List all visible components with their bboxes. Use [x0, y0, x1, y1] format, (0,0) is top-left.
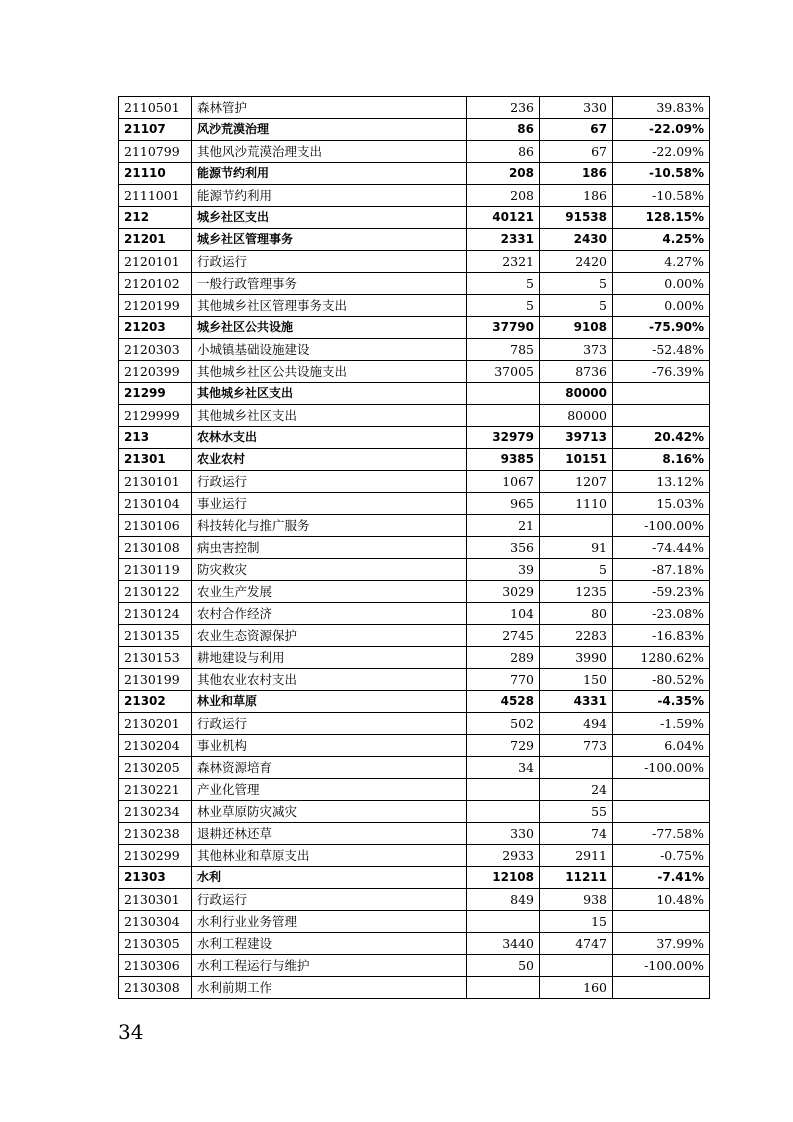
table-row	[119, 603, 710, 625]
row-value-curr	[540, 955, 613, 977]
row-value-curr	[540, 515, 613, 537]
row-code: 2110501	[119, 97, 192, 119]
row-value-curr: 80	[540, 603, 613, 625]
row-code: 2130104	[119, 493, 192, 515]
table-row	[119, 185, 710, 207]
row-change-pct: -77.58%	[613, 823, 710, 845]
row-name: 产业化管理	[192, 779, 467, 801]
row-change-pct: -74.44%	[613, 537, 710, 559]
row-change-pct: -100.00%	[613, 515, 710, 537]
table-row	[119, 273, 710, 295]
row-value-prev	[467, 911, 540, 933]
row-name: 农业生态资源保护	[192, 625, 467, 647]
row-name: 水利	[192, 867, 467, 889]
row-change-pct: -100.00%	[613, 757, 710, 779]
row-change-pct: -75.90%	[613, 317, 710, 339]
row-name: 水利行业业务管理	[192, 911, 467, 933]
row-change-pct: -100.00%	[613, 955, 710, 977]
row-value-prev: 965	[467, 493, 540, 515]
row-value-curr: 373	[540, 339, 613, 361]
row-value-prev: 1067	[467, 471, 540, 493]
row-name: 林业和草原	[192, 691, 467, 713]
row-value-curr	[540, 757, 613, 779]
row-change-pct	[613, 405, 710, 427]
table-row	[119, 383, 710, 405]
table-row	[119, 801, 710, 823]
table-row	[119, 867, 710, 889]
row-change-pct: 20.42%	[613, 427, 710, 449]
row-change-pct: 13.12%	[613, 471, 710, 493]
row-value-curr: 3990	[540, 647, 613, 669]
row-code: 2111001	[119, 185, 192, 207]
row-value-prev: 356	[467, 537, 540, 559]
row-name: 小城镇基础设施建设	[192, 339, 467, 361]
row-value-prev: 729	[467, 735, 540, 757]
row-change-pct: -76.39%	[613, 361, 710, 383]
table-row	[119, 251, 710, 273]
row-name: 农业农村	[192, 449, 467, 471]
table-row	[119, 933, 710, 955]
table-row	[119, 977, 710, 999]
row-value-prev: 37790	[467, 317, 540, 339]
row-value-curr: 67	[540, 119, 613, 141]
row-name: 城乡社区管理事务	[192, 229, 467, 251]
row-change-pct: -59.23%	[613, 581, 710, 603]
table-row	[119, 361, 710, 383]
table-row	[119, 471, 710, 493]
row-code: 2130204	[119, 735, 192, 757]
row-value-prev: 86	[467, 141, 540, 163]
row-name: 退耕还林还草	[192, 823, 467, 845]
row-code: 2130306	[119, 955, 192, 977]
row-name: 科技转化与推广服务	[192, 515, 467, 537]
row-name: 行政运行	[192, 471, 467, 493]
row-value-prev	[467, 383, 540, 405]
row-value-curr: 24	[540, 779, 613, 801]
row-name: 农村合作经济	[192, 603, 467, 625]
table-row	[119, 581, 710, 603]
row-name: 耕地建设与利用	[192, 647, 467, 669]
row-value-prev	[467, 977, 540, 999]
row-value-curr: 8736	[540, 361, 613, 383]
row-name: 风沙荒漠治理	[192, 119, 467, 141]
row-name: 林业草原防灾减灾	[192, 801, 467, 823]
row-name: 其他城乡社区公共设施支出	[192, 361, 467, 383]
row-value-prev: 236	[467, 97, 540, 119]
table-row	[119, 229, 710, 251]
row-code: 2130205	[119, 757, 192, 779]
row-change-pct: -22.09%	[613, 141, 710, 163]
row-code: 2130106	[119, 515, 192, 537]
row-value-prev: 502	[467, 713, 540, 735]
table-row	[119, 669, 710, 691]
row-code: 21299	[119, 383, 192, 405]
row-change-pct: -10.58%	[613, 185, 710, 207]
row-change-pct: -0.75%	[613, 845, 710, 867]
row-name: 一般行政管理事务	[192, 273, 467, 295]
row-value-prev: 86	[467, 119, 540, 141]
table-row	[119, 97, 710, 119]
row-change-pct: 37.99%	[613, 933, 710, 955]
row-value-curr: 67	[540, 141, 613, 163]
table-row	[119, 449, 710, 471]
table-row	[119, 757, 710, 779]
row-name: 城乡社区支出	[192, 207, 467, 229]
row-name: 能源节约利用	[192, 185, 467, 207]
row-value-curr: 1110	[540, 493, 613, 515]
table-row	[119, 141, 710, 163]
row-change-pct: -52.48%	[613, 339, 710, 361]
row-name: 行政运行	[192, 251, 467, 273]
row-code: 2130135	[119, 625, 192, 647]
budget-table	[118, 96, 710, 999]
row-code: 2130199	[119, 669, 192, 691]
row-value-curr: 2420	[540, 251, 613, 273]
row-change-pct: -16.83%	[613, 625, 710, 647]
row-code: 2130201	[119, 713, 192, 735]
row-code: 2120102	[119, 273, 192, 295]
row-value-curr: 1235	[540, 581, 613, 603]
row-value-curr: 55	[540, 801, 613, 823]
row-value-prev: 208	[467, 163, 540, 185]
row-value-curr: 186	[540, 163, 613, 185]
row-name: 事业机构	[192, 735, 467, 757]
row-value-curr: 9108	[540, 317, 613, 339]
row-value-curr: 80000	[540, 383, 613, 405]
row-change-pct: 128.15%	[613, 207, 710, 229]
row-code: 2130238	[119, 823, 192, 845]
row-value-curr: 5	[540, 273, 613, 295]
row-code: 21303	[119, 867, 192, 889]
row-value-curr: 2430	[540, 229, 613, 251]
row-change-pct	[613, 801, 710, 823]
row-value-curr: 150	[540, 669, 613, 691]
row-value-prev: 34	[467, 757, 540, 779]
row-value-curr: 80000	[540, 405, 613, 427]
row-code: 2129999	[119, 405, 192, 427]
budget-table-body	[119, 97, 710, 999]
row-value-prev	[467, 405, 540, 427]
row-change-pct	[613, 977, 710, 999]
row-change-pct: 10.48%	[613, 889, 710, 911]
row-value-prev: 3029	[467, 581, 540, 603]
row-change-pct: 15.03%	[613, 493, 710, 515]
row-value-curr: 10151	[540, 449, 613, 471]
row-code: 2130153	[119, 647, 192, 669]
row-code: 2130308	[119, 977, 192, 999]
row-code: 213	[119, 427, 192, 449]
table-row	[119, 889, 710, 911]
row-code: 2130305	[119, 933, 192, 955]
table-row	[119, 955, 710, 977]
row-code: 21203	[119, 317, 192, 339]
row-value-prev	[467, 779, 540, 801]
row-change-pct: -1.59%	[613, 713, 710, 735]
row-code: 2120199	[119, 295, 192, 317]
row-change-pct: -22.09%	[613, 119, 710, 141]
row-value-curr: 4747	[540, 933, 613, 955]
row-code: 2130234	[119, 801, 192, 823]
row-change-pct: -80.52%	[613, 669, 710, 691]
row-name: 其他城乡社区管理事务支出	[192, 295, 467, 317]
row-value-prev: 32979	[467, 427, 540, 449]
table-row	[119, 427, 710, 449]
row-value-curr: 5	[540, 559, 613, 581]
row-change-pct: 0.00%	[613, 295, 710, 317]
row-value-prev	[467, 801, 540, 823]
row-value-curr: 1207	[540, 471, 613, 493]
row-name: 防灾救灾	[192, 559, 467, 581]
row-code: 21201	[119, 229, 192, 251]
row-value-prev: 289	[467, 647, 540, 669]
row-value-prev: 208	[467, 185, 540, 207]
row-change-pct: 39.83%	[613, 97, 710, 119]
row-value-prev: 2933	[467, 845, 540, 867]
row-value-curr: 11211	[540, 867, 613, 889]
row-code: 21110	[119, 163, 192, 185]
row-change-pct: 4.25%	[613, 229, 710, 251]
row-value-curr: 2911	[540, 845, 613, 867]
row-code: 2130304	[119, 911, 192, 933]
row-name: 水利工程建设	[192, 933, 467, 955]
row-value-prev: 785	[467, 339, 540, 361]
row-value-prev: 9385	[467, 449, 540, 471]
row-code: 21301	[119, 449, 192, 471]
table-row	[119, 735, 710, 757]
table-row	[119, 559, 710, 581]
row-name: 农林水支出	[192, 427, 467, 449]
row-value-prev: 5	[467, 273, 540, 295]
row-code: 2120303	[119, 339, 192, 361]
row-value-curr: 91	[540, 537, 613, 559]
row-name: 其他城乡社区支出	[192, 405, 467, 427]
row-name: 水利前期工作	[192, 977, 467, 999]
row-value-curr: 4331	[540, 691, 613, 713]
row-value-prev: 770	[467, 669, 540, 691]
table-row	[119, 779, 710, 801]
row-name: 水利工程运行与维护	[192, 955, 467, 977]
row-value-prev: 12108	[467, 867, 540, 889]
row-change-pct: 1280.62%	[613, 647, 710, 669]
row-change-pct: -23.08%	[613, 603, 710, 625]
row-name: 事业运行	[192, 493, 467, 515]
row-name: 其他农业农村支出	[192, 669, 467, 691]
row-change-pct	[613, 383, 710, 405]
row-value-prev: 2745	[467, 625, 540, 647]
row-name: 病虫害控制	[192, 537, 467, 559]
row-value-prev: 104	[467, 603, 540, 625]
row-code: 2130108	[119, 537, 192, 559]
row-change-pct: 4.27%	[613, 251, 710, 273]
row-value-prev: 4528	[467, 691, 540, 713]
row-code: 2130101	[119, 471, 192, 493]
row-name: 其他城乡社区支出	[192, 383, 467, 405]
row-name: 森林资源培育	[192, 757, 467, 779]
table-row	[119, 339, 710, 361]
table-row	[119, 515, 710, 537]
row-value-curr: 91538	[540, 207, 613, 229]
table-row	[119, 647, 710, 669]
row-value-prev: 2321	[467, 251, 540, 273]
row-value-curr: 330	[540, 97, 613, 119]
row-change-pct: -7.41%	[613, 867, 710, 889]
row-name: 其他风沙荒漠治理支出	[192, 141, 467, 163]
row-name: 其他林业和草原支出	[192, 845, 467, 867]
row-code: 2130122	[119, 581, 192, 603]
table-row	[119, 823, 710, 845]
row-change-pct: -10.58%	[613, 163, 710, 185]
row-code: 21302	[119, 691, 192, 713]
row-value-prev: 39	[467, 559, 540, 581]
row-value-prev: 3440	[467, 933, 540, 955]
row-value-curr: 160	[540, 977, 613, 999]
row-code: 212	[119, 207, 192, 229]
table-row	[119, 625, 710, 647]
row-code: 2120399	[119, 361, 192, 383]
table-row	[119, 119, 710, 141]
row-change-pct: 8.16%	[613, 449, 710, 471]
row-code: 2130301	[119, 889, 192, 911]
row-name: 行政运行	[192, 889, 467, 911]
row-change-pct	[613, 911, 710, 933]
row-code: 2130119	[119, 559, 192, 581]
table-row	[119, 163, 710, 185]
row-value-curr: 15	[540, 911, 613, 933]
row-code: 2120101	[119, 251, 192, 273]
row-value-prev: 849	[467, 889, 540, 911]
row-name: 森林管护	[192, 97, 467, 119]
row-value-prev: 2331	[467, 229, 540, 251]
table-row	[119, 317, 710, 339]
row-value-curr: 773	[540, 735, 613, 757]
row-code: 2110799	[119, 141, 192, 163]
row-name: 农业生产发展	[192, 581, 467, 603]
row-name: 城乡社区公共设施	[192, 317, 467, 339]
row-code: 2130124	[119, 603, 192, 625]
row-value-curr: 39713	[540, 427, 613, 449]
table-row	[119, 911, 710, 933]
table-row	[119, 207, 710, 229]
row-value-curr: 2283	[540, 625, 613, 647]
row-value-prev: 330	[467, 823, 540, 845]
table-row	[119, 845, 710, 867]
table-row	[119, 295, 710, 317]
page-number: 34	[118, 1020, 144, 1044]
table-row	[119, 691, 710, 713]
table-row	[119, 713, 710, 735]
row-name: 能源节约利用	[192, 163, 467, 185]
row-code: 2130299	[119, 845, 192, 867]
row-value-curr: 494	[540, 713, 613, 735]
row-code: 21107	[119, 119, 192, 141]
row-code: 2130221	[119, 779, 192, 801]
row-change-pct: 6.04%	[613, 735, 710, 757]
table-row	[119, 493, 710, 515]
row-value-curr: 186	[540, 185, 613, 207]
row-value-prev: 37005	[467, 361, 540, 383]
row-value-prev: 21	[467, 515, 540, 537]
row-value-prev: 40121	[467, 207, 540, 229]
row-value-prev: 50	[467, 955, 540, 977]
row-change-pct	[613, 779, 710, 801]
row-value-prev: 5	[467, 295, 540, 317]
row-value-curr: 74	[540, 823, 613, 845]
row-change-pct: -4.35%	[613, 691, 710, 713]
row-name: 行政运行	[192, 713, 467, 735]
table-row	[119, 537, 710, 559]
row-value-curr: 938	[540, 889, 613, 911]
row-value-curr: 5	[540, 295, 613, 317]
row-change-pct: -87.18%	[613, 559, 710, 581]
table-row	[119, 405, 710, 427]
row-change-pct: 0.00%	[613, 273, 710, 295]
